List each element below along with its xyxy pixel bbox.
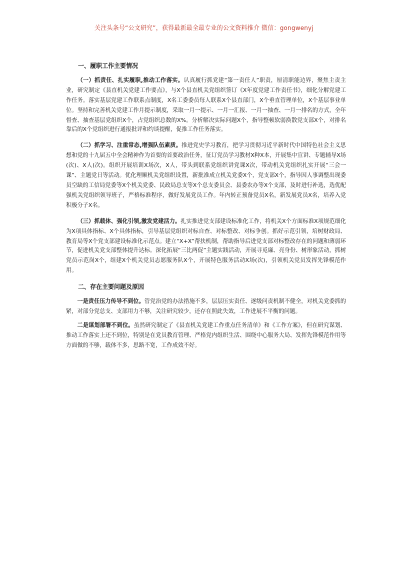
paragraph-lead: （二）抓学习、注重常态,增强队伍素质。: [77, 143, 182, 150]
paragraph-lead: 一是责任压力传导不到位。: [77, 299, 145, 306]
paragraph-text: 推进党史学习教育，把学习贯彻习近平新时代中国特色社会主义思想和党的十九届五中全会精神作为首要的首要政治任务，征订党员学习教材X种X本，开展集中宣讲、专题辅导X场(次)、X人(次)。组织开展培训X场次，X人，带头到联系党组织讲党课X次，带动机关党组织扎实开展“三会一课”、主题党日等活动。优化理顺机关党组织设置，新批准成立机关党委X个，党支部X个，指导因人事调整出现委员空缺的工信局党委等X个机关党委、民政局总支等X个总支委员会、县委农办等X个支部，及时进行补选，选优配强机关党组织领导班子，严格标准程序，做好发展党员工作。年内转正预备党员X名，新发展党员X名，培养入党积极分子X名。: [66, 143, 346, 209]
paragraph-lead: （三）抓载体、强化引领,激发党建活力。: [77, 218, 181, 225]
paragraph-text: 管党治党的办法措施不多，层层压实责任、逐级问责机制不健全，对机关党委抓的紧，对部分党总支、支部用力不够，关注研究较少，还存在照此失效，工作进展不平衡的问题。: [66, 299, 346, 315]
paragraph-text: 认真履行抓党建“第一责任人”职责，厘清职能边界，聚焦主责主业，研究制定《县直机关党建工作要点》，与X个县直机关党组织签订《X年度党建工作责任书》，细化分解党建工作任务。落实基层党建工作联系点制度，X名工委委员每人联系X个县直部门，X个垂直管理单位，X个基层事业单位。坚持和完善机关党建工作月提示制度，采取一月一提示、一月一汇报、一月一抽查、一月一排名的方式，全年督查、抽查基层党组织X个，占党组织总数的X%。分析解决实际问题X个，指导整顿软弱涣散党支部X个，对排名靠后的X个党组织进行通报批评和约谈提醒，促推工作任务落实。: [66, 77, 346, 134]
section-1-paragraph-1: [66, 77, 346, 136]
section-2-paragraph-2: [66, 322, 346, 352]
promo-header: 关注头条号“公文研究”，获得最新最全最专业的公文资料推介 微信：gongwenyj: [94, 25, 314, 32]
paragraph-lead: （一）抓责任、扎实履职,推动工作落实。: [77, 77, 184, 84]
section-2-paragraph-1: [66, 298, 346, 318]
paragraph-text: 扎实推进党支部建设标准化工作，将机关X个方面标准X项规范细化为X项具体指标、X个具体指标，引导基层党组织对标自查、对标整改、对标争创。抓好示范引领，培树财政局、教育局等X个党支部建设标准化示范点。建立“X+X”帮扶机制，帮助指导后进党支部对标整改存在的问题和薄弱环节，促进机关党支部整体提升达标。深化拓展“三比两促”主题实践活动，开展寻觅廉、亮身份、树形象活动，抓树党员示范岗X个，组建X个机关党员志愿服务队X个，开展特色服务活动X场(次)，引领机关党员发挥先锋模范作用。: [66, 218, 346, 275]
paragraph-text: 虽然研究制定了《县直机关党建工作重点任务清单》和《工作方案》，但在研究谋划、推动工作落实上还不到位，特别是在党员教育管理、严格党内组织生活、围绕中心服务大局、发挥先锋模范作用等方面做的不够，载体不多，思路不宽，工作成效不好。: [66, 322, 346, 349]
section-2-title: 二、存在主要问题及原因: [78, 284, 145, 292]
document-body: [66, 62, 346, 356]
section-1-paragraph-3: [66, 218, 346, 277]
section-1-title: 一、履职工作主要情况: [78, 63, 139, 70]
section-1-paragraph-2: [66, 142, 346, 211]
paragraph-lead: 二是谋划部署不到位。: [77, 322, 134, 329]
